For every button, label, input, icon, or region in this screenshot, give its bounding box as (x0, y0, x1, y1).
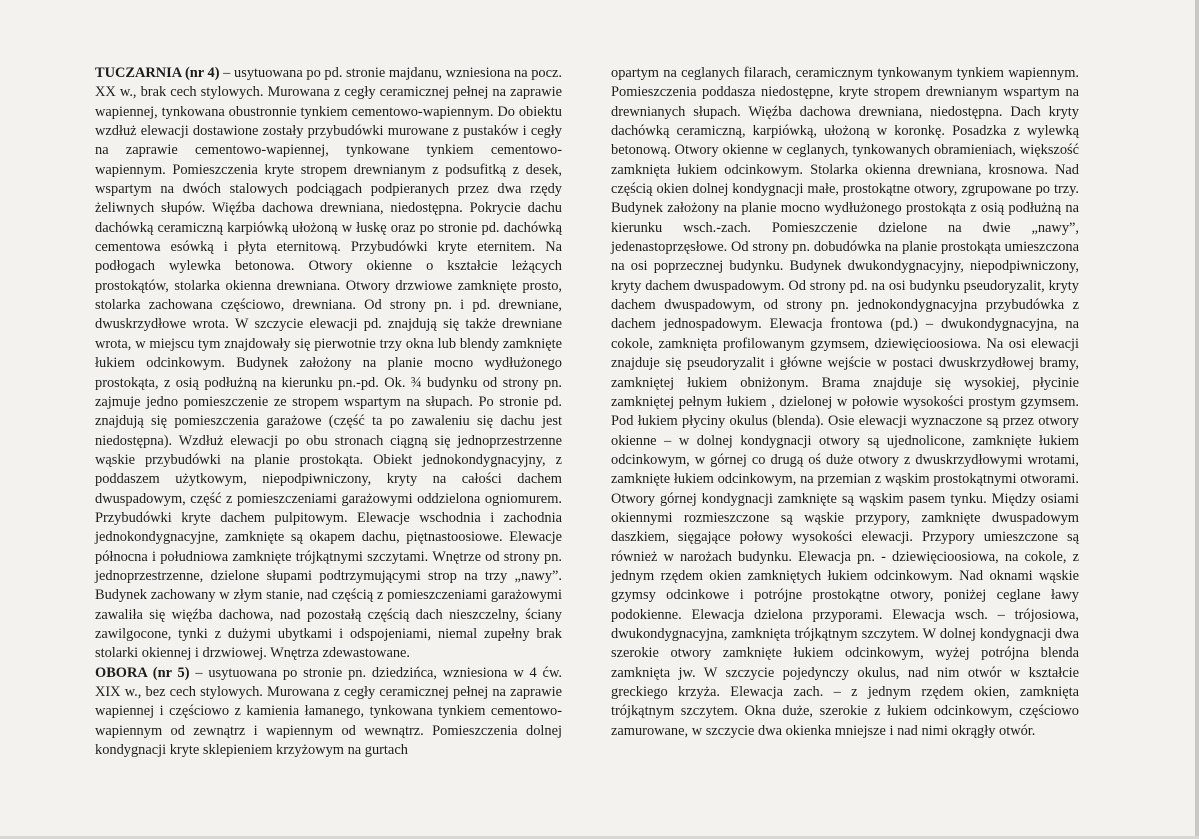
obora-text: – usytuowana po stronie pn. dziedzińca, wzniesiona w 4 ćw. XIX w., bez cech stylowych. Murowana z cegły ceramicznej pełnej na zaprawie wapiennej i częściowo z kamienia łamanego, tynkowana tynkiem cementowo-wapiennym od zewnątrz i wapiennym od wewnątrz. Pomieszczenia dolnej kondygnacji kryte sklepieniem krzyżowym na gurtach (95, 664, 562, 759)
obora-continuation-paragraph: opartym na ceglanych filarach, ceramicznym tynkowanym tynkiem wapiennym. Pomieszczenia poddasza niedostępne, kryte stropem drewnianym wspartym na drewnianych słupach. Więźba dachowa drewniana, niedostępna. Dach kryty dachówką ceramiczną, karpiówką, ułożoną w koronkę. Posadzka z wylewką betonową. Otwory okienne w ceglanych, tynkowanych obramieniach, większość zamknięta łukiem odcinkowym. Stolarka okienna drewniana, krosnowa. Nad częścią okien dolnej kondygnacji małe, prostokątne otwory, zgrupowane po trzy. Budynek założony na planie mocno wydłużonego prostokąta z osią podłużną na kierunku wsch.-zach. Pomieszczenie dzielone na dwie „nawy”, jedenastoprzęsłowe. Od strony pn. dobudówka na planie prostokąta umieszczona na osi poprzecznej budynku. Budynek dwukondygnacyjny, niepodpiwniczony, kryty dachem dwuspadowym. Od strony pd. na osi budynku pseudoryzalit, kryty dachem dwuspadowym, od strony pn. jednokondygnacyjna przybudówka z dachem jednospadowym. Elewacja frontowa (pd.) – dwukondygnacyjna, na cokole, zamknięta profilowanym gzymsem, dziewięcioosiowa. Na osi elewacji znajduje się pseudoryzalit i główne wejście w postaci dwuskrzydłowej bramy, zamkniętej łukiem obniżonym. Brama znajduje się wysokiej, płycinie zamkniętej pełnym łukiem , dzielonej w połowie wysokości prostym gzymsem. Pod łukiem płyciny okulus (blenda). Osie elewacji wyznaczone są przez otwory okienne – w dolnej kondygnacji otwory są ujednolicone, zamknięte łukiem odcinkowym, w górnej co drugą oś duże otwory z dwuskrzydłowymi wrotami, zamknięte łukiem odcinkowym, na przemian z wąskim prostokątnymi otworami. Otwory górnej kondygnacji zamknięte są wąskim pasem tynku. Między osiami okiennymi rozmieszczone są wąskie przypory, zamknięte dwuspadowym daszkiem, sięgające połowy wysokości elewacji. Przypory umieszczone są również w narożach budynku. Elewacja pn. - dziewięcioosiowa, na cokole, z jednym rzędem okien zamkniętych łukiem odcinkowym. Nad oknami wąskie gzymsy odcinkowe i potrójne prostokątne otwory, poniżej ceglane ławy podokienne. Elewacja dzielona przyporami. Elewacja wsch. – trójosiowa, dwukondygnacyjna, zamknięta trójkątnym szczytem. W dolnej kondygnacji dwa szerokie otwory zamknięte łukiem odcinkowym, wyżej potrójna blenda zamknięta jw. W szczycie pojedynczy okulus, nad nim otwór w kształcie greckiego krzyża. Elewacja zach. – z jednym rzędem okien, zamknięta trójkątnym szczytem. Okna duże, szerokie z łukiem odcinkowym, częściowo zamurowane, w szczycie dwa okienka mniejsze i nad nimi okrągły otwór. (611, 65, 1079, 739)
tuczarnia-paragraph (95, 64, 562, 664)
tuczarnia-heading: TUCZARNIA (nr 4) (95, 65, 220, 81)
obora-heading: OBORA (nr 5) (95, 664, 190, 681)
right-column (611, 64, 1079, 741)
tuczarnia-text: – usytuowana po pd. stronie majdanu, wzniesiona na pocz. XX w., brak cech stylowych. Murowana z cegły ceramicznej pełnej na zaprawie wapiennej, tynkowana obustronnie tynkiem cementowo-wapiennym. Do obiektu wzdłuż elewacji dostawione zostały przybudówki murowane z pustaków i cegły na zaprawie cementowo-wapiennej, tynkowane tynkiem cementowo-wapiennym. Pomieszczenia kryte stropem drewnianym z podsufitką z desek, wspartym na dwóch stalowych podciągach podpieranych przez dwa rzędy żeliwnych słupów. Więźba dachowa drewniana, niedostępna. Pokrycie dachu dachówką ceramiczną karpiówką ułożoną w łuskę oraz po stronie pd. dachówką cementowa esówką i płyta eternitową. Przybudówki kryte eternitem. Na podłogach wylewka betonowa. Otwory okienne o kształcie leżących prostokątów, stolarka okienna drewniana. Otwory drzwiowe zamknięte prosto, stolarka zachowana częściowo, drewniana. Od strony pn. i pd. drewniane, dwuskrzydłowe wrota. W szczycie elewacji pd. znajdują się także drewniane wrota, w miejscu tym znajdowały się pierwotnie trzy okna lub blendy zamknięte łukiem odcinkowym. Budynek założony na planie mocno wydłużonego prostokąta, z osią podłużną na kierunku pn.-pd. Ok. ¾ budynku od strony pn. zajmuje jedno pomieszczenie ze stropem wspartym na słupach. Po stronie pd. znajdują się pomieszczenia garażowe (część ta po zawaleniu się dachu jest niedostępna). Wzdłuż elewacji po obu stronach ciągną się jednoprzestrzenne wąskie przybudówki na planie prostokąta. Obiekt jednokondygnacyjny, z poddaszem użytkowym, niepodpiwniczony, kryty na całości dachem dwuspadowym, część z pomieszczeniami garażowymi oddzielona ogniomurem. Przybudówki kryte dachem pulpitowym. Elewacje wschodnia i zachodnia jednokondygnacyjne, zamknięte są okapem dachu, piętnastoosiowe. Elewacje północna i południowa zamknięte trójkątnymi szczytami. Wnętrze od strony pn. jednoprzestrzenne, dzielone słupami podtrzymującymi strop na trzy „nawy”. Budynek zachowany w złym stanie, nad częścią z pomieszczeniami garażowymi zawaliła się więźba dachowa, nad pozostałą częścią dach nieszczelny, ściany zawilgocone, tynki z dużymi ubytkami i odspojeniami, niemal zupełny brak stolarki okiennej i drzwiowej. Wnętrza zdewastowane. (95, 65, 562, 662)
left-column (95, 64, 562, 760)
obora-paragraph (95, 664, 562, 761)
scan-edge-right (1195, 0, 1199, 839)
